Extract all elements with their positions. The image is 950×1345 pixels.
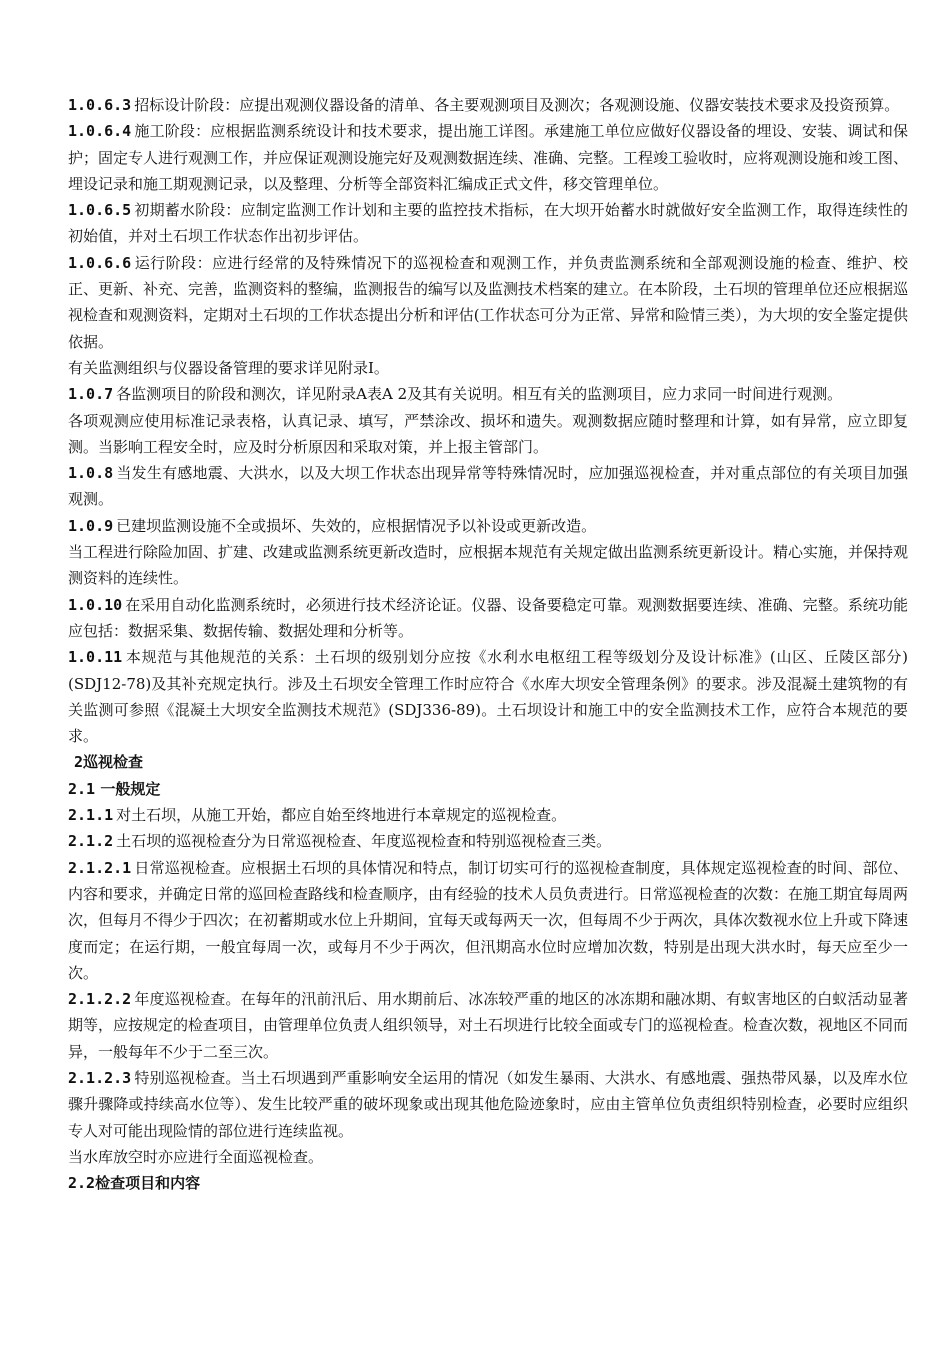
clause-1-0-6-6 [68, 250, 908, 355]
clause-text: 在采用自动化监测系统时，必须进行技术经济论证。仪器、设备要稳定可靠。观测数据要连续、准确、完整。系统功能应包括：数据采集、数据传输、数据处理和分析等。 [68, 595, 908, 640]
note-system-update [68, 539, 908, 592]
clause-1-0-6-3 [68, 92, 908, 118]
section-heading-2-2 [68, 1170, 908, 1196]
clause-text: 已建坝监测设施不全或损坏、失效的，应根据情况予以补设或更新改造。 [116, 516, 597, 535]
clause-1-0-6-5 [68, 197, 908, 250]
clause-2-1-2-3 [68, 1065, 908, 1144]
clause-number: 1.0.6.3 [68, 96, 132, 114]
clause-number: 1.0.11 [68, 648, 123, 667]
clause-text: 土石坝的巡视检查分为日常巡视检查、年度巡视检查和特别巡视检查三类。 [116, 832, 612, 851]
clause-text: 对土石坝，从施工开始，都应自始至终地进行本章规定的巡视检查。 [116, 806, 567, 825]
section-title: 一般规定 [100, 779, 161, 798]
clause-text: 招标设计阶段：应提出观测仪器设备的清单、各主要观测项目及测次；各观测设施、仪器安装技术要求及投资预算。 [134, 96, 900, 114]
clause-2-1-2-2 [68, 986, 908, 1065]
clause-text: 各监测项目的阶段和测次，详见附录A表A 2及其有关说明。相互有关的监测项目，应力求同一时间进行观测。 [116, 385, 843, 404]
clause-1-0-11 [68, 644, 908, 749]
clause-number: 2.1.2 [68, 832, 114, 851]
clause-text: 特别巡视检查。当土石坝遇到严重影响安全运用的情况（如发生暴雨、大洪水、有感地震、强热带风暴，以及库水位骤升骤降或持续高水位等）、发生比较严重的破坏现象或出现其他危险迹象时，应由主管单位负责组织特别检查，必要时应组织专人对可能出现险情的部位进行连续监视。 [68, 1068, 908, 1140]
clause-text: 施工阶段：应根据监测系统设计和技术要求，提出施工详图。承建施工单位应做好仪器设备的埋设、安装、调试和保护；固定专人进行观测工作，并应保证观测设施完好及观测数据连续、准确、完整。工程竣工验收时，应将观测设施和竣工图、埋设记录和施工期观测记录，以及整理、分析等全部资料汇编成正式文件，移交管理单位。 [68, 122, 909, 193]
clause-number: 2.1.1 [68, 806, 114, 825]
clause-1-0-8 [68, 460, 908, 513]
document-page [68, 92, 908, 1196]
clause-text: 当工程进行除险加固、扩建、改建或监测系统更新改造时，应根据本规范有关规定做出监测系统更新设计。精心实施，并保持观测资料的连续性。 [68, 543, 909, 588]
clause-text: 各项观测应使用标准记录表格，认真记录、填写，严禁涂改、损坏和遗失。观测数据应随时整理和计算，如有异常，应立即复测。当影响工程安全时，应及时分析原因和采取对策，并上报主管部门。 [68, 411, 908, 456]
clause-number: 1.0.8 [68, 464, 114, 483]
note-appendix-i [68, 355, 908, 381]
clause-text: 当水库放空时亦应进行全面巡视检查。 [68, 1147, 324, 1166]
clause-number: 1.0.10 [68, 595, 123, 614]
section-heading-2 [68, 749, 908, 775]
section-title: 巡视检查 [83, 753, 144, 772]
clause-2-1-2 [68, 828, 908, 854]
clause-number: 2.1.2.2 [68, 990, 132, 1009]
clause-text: 运行阶段：应进行经常的及特殊情况下的巡视检查和观测工作，并负责监测系统和全部观测设施的检查、维护、校正、更新、补充、完善，监测资料的整编，监测报告的编写以及监测技术档案的建立。在本阶段，土石坝的管理单位还应根据巡视检查和观测资料，定期对土石坝的工作状态提出分析和评估(工作状态可分为正常、异常和险情三类），为大坝的安全鉴定提供依据。 [68, 253, 909, 351]
section-number: 2 [74, 753, 84, 772]
clause-number: 2.1.2.3 [68, 1068, 132, 1087]
clause-number: 1.0.7 [68, 385, 114, 404]
clause-text: 初期蓄水阶段：应制定监测工作计划和主要的监控技术指标，在大坝开始蓄水时就做好安全监测工作，取得连续性的初始值，并对土石坝工作状态作出初步评估。 [68, 201, 908, 246]
clause-number: 1.0.6.4 [68, 122, 132, 141]
clause-text: 日常巡视检查。应根据土石坝的具体情况和特点，制订切实可行的巡视检查制度，具体规定巡视检查的时间、部位、内容和要求，并确定日常的巡回检查路线和检查顺序，由有经验的技术人员负责进行。日常巡视检查的次数：在施工期宜每周两次，但每月不得少于四次；在初蓄期或水位上升期间，宜每天或每两天一次，但每周不少于两次，具体次数视水位上升或下降速度而定；在运行期，一般宜每周一次，或每月不少于两次，但汛期高水位时应增加次数，特别是出现大洪水时，每天应至少一次。 [68, 858, 909, 982]
clause-1-0-7 [68, 381, 908, 407]
section-number: 2.2 [68, 1174, 96, 1193]
clause-2-1-1 [68, 802, 908, 828]
section-title: 检查项目和内容 [95, 1174, 201, 1193]
clause-1-0-6-4 [68, 118, 908, 197]
note-record-forms [68, 408, 908, 461]
clause-text: 年度巡视检查。在每年的汛前汛后、用水期前后、冰冻较严重的地区的冰冻期和融冰期、有蚁害地区的白蚁活动显著期等，应按规定的检查项目，由管理单位负责人组织领导，对土石坝进行比较全面或专门的巡视检查。检查次数，视地区不同而异，一般每年不少于二至三次。 [68, 990, 909, 1061]
clause-number: 1.0.6.6 [68, 253, 132, 272]
clause-text: 当发生有感地震、大洪水，以及大坝工作状态出现异常等特殊情况时，应加强巡视检查，并对重点部位的有关项目加强观测。 [68, 464, 908, 509]
clause-text: 本规范与其他规范的关系：土石坝的级别划分应按《水利水电枢纽工程等级划分及设计标准》(山区、丘陵区部分)(SDJ12-78)及其补充规定执行。涉及土石坝安全管理工作时应符合《水库大坝安全管理条例》的要求。涉及混凝土建筑物的有关监测可参照《混凝土大坝安全监测技术规范》(SDJ336-89)。土石坝设计和施工中的安全监测技术工作，应符合本规范的要求。 [68, 648, 908, 746]
clause-number: 1.0.9 [68, 516, 114, 535]
clause-number: 2.1.2.1 [68, 858, 132, 877]
note-reservoir-empty [68, 1144, 908, 1170]
clause-1-0-9 [68, 513, 908, 539]
clause-text: 有关监测组织与仪器设备管理的要求详见附录Ⅰ。 [68, 358, 389, 377]
clause-1-0-10 [68, 592, 908, 645]
clause-number: 1.0.6.5 [68, 201, 132, 220]
section-heading-2-1 [68, 776, 908, 802]
section-number: 2.1 [68, 779, 96, 798]
clause-2-1-2-1 [68, 855, 908, 986]
